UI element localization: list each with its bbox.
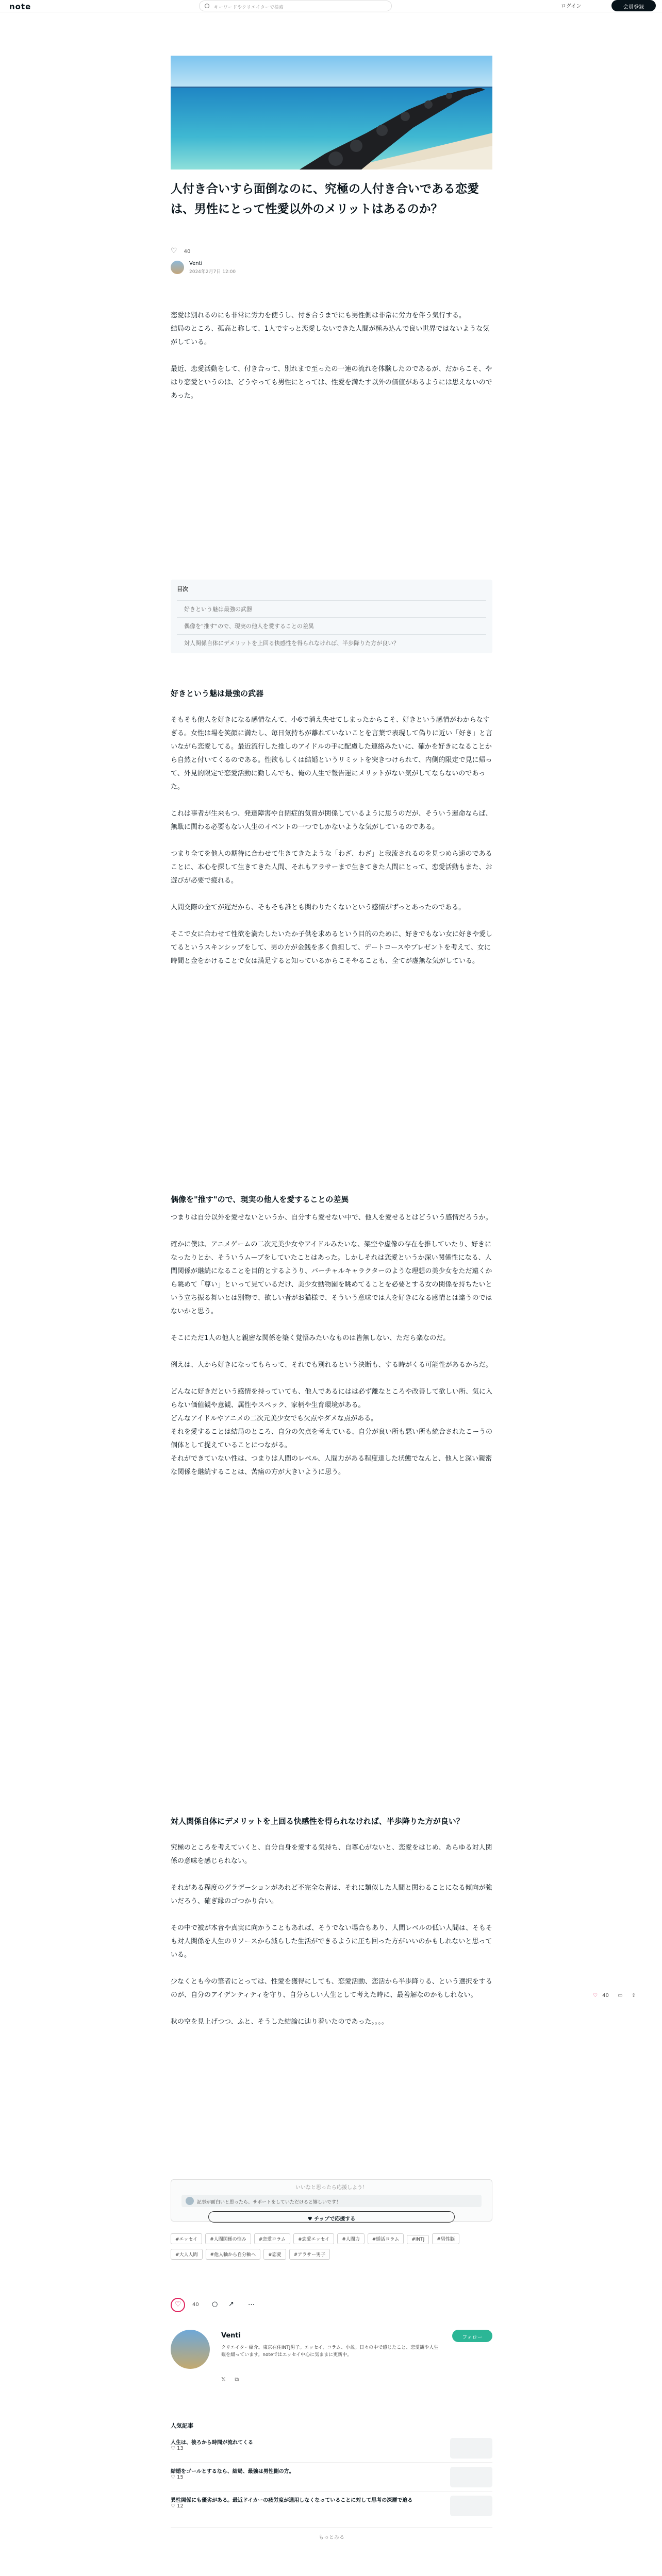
support-note-row xyxy=(181,2195,482,2207)
like-row xyxy=(171,245,492,255)
paragraph: 結局のところ、孤高と称して、1人ですっと恋愛しないできた人間が極み込んで良い世界ではないような気がしている。 xyxy=(171,325,490,346)
paragraph: 確かに僕は、アニメゲームの二次元美少女やアイドルみたいな、架空や虚像の存在を推していたり、好きになったりとか、そういうムーブをしていたことはあった。しかしそれは恋愛というか深い関係性になる、人間関係が継続になることを目的とするようり、バーチャルキャラクターのような理想の美少女をただ遠くから眺めて「尊い」といって見ているだけ、美少女動物園を眺めてることを必要とする女の関係を持ちたいという立ち振る舞いとは別物で、欲しい者がお猫様で、そういう意味では人を好きになる感情とは違うのではないかと思う。 xyxy=(171,1241,492,1315)
paragraph: これは事者が生来もつ、発達障害や自閉症的気質が関係しているように思うのだが、そういう運命ならば、無駄に関わる必要もない人生のイベントの一つでしかないような気がしているのである。 xyxy=(171,810,492,831)
popular-articles xyxy=(171,2421,492,2540)
like-count: 40 xyxy=(602,1993,609,1998)
paragraph: 恋愛は別れるのにも非常に労力を使うし、付き合うまでにも男性側は非常に労力を伴う気行する。 xyxy=(171,312,466,319)
section-3 xyxy=(171,1815,492,2029)
list-item[interactable] xyxy=(171,2467,492,2492)
search-placeholder: キーワードやクリエイターで検索 xyxy=(214,5,284,10)
paragraph: そこで女に合わせて性欲を満たしたいたか子供を求めるという目的のために、好きでもない女に好きや愛してるというスキンシップをして、男の方が金銭を多く負担して、デートコースやプレゼントを考えて、女に時間と金をかけることで女は満足すると知っているからこそやることも、全てが虚無な気がしている。 xyxy=(171,930,493,965)
list-item-likes xyxy=(171,2446,492,2451)
list-item[interactable] xyxy=(171,2496,492,2528)
hashtag[interactable]: #婚活コラム xyxy=(368,2233,404,2244)
floating-actions xyxy=(593,1993,655,2003)
hashtag[interactable]: #INTJ xyxy=(407,2235,429,2244)
hashtag[interactable]: #恋愛コラム xyxy=(254,2233,290,2244)
paragraph: つまりは自分以外を愛せないというか、自分すら愛せない中で、他人を愛せるとはどういう感情だろうか。 xyxy=(171,1214,492,1222)
paragraph: それがある程度のグラデーションがあれど不完全な者は、それに類似した人間と関わることになる傾向が強いだろう、確ぎ縁のゴつかり合い。 xyxy=(171,1884,492,1905)
like-count: 40 xyxy=(184,249,191,255)
toc-item[interactable]: 偶像を"推す"ので、現実の他人を愛することの差異 xyxy=(177,617,486,634)
toc-label[interactable]: 目次 xyxy=(177,586,188,592)
signup-button[interactable]: 会員登録 xyxy=(611,0,656,11)
support-box xyxy=(171,2179,492,2222)
more-link[interactable]: もっとみる xyxy=(319,2535,344,2540)
section-heading: 対人関係自体にデメリットを上回る快感性を得られなければ、半歩降りた方が良い？ xyxy=(171,1817,464,1826)
x-icon[interactable]: 𝕏 xyxy=(221,2376,226,2383)
hashtag[interactable]: #人間力 xyxy=(337,2233,365,2244)
intro xyxy=(171,309,492,403)
hero-image xyxy=(171,56,492,170)
like-count: 15 xyxy=(177,2475,184,2480)
list-item-title: 異性関係にも優劣がある。最近ドイカーの疲労度が通用しなくなっていることに対して思考の深層で迫る xyxy=(171,2498,413,2503)
profile-card xyxy=(171,2330,492,2417)
publish-date: 2024年2月7日 12:00 xyxy=(189,269,236,275)
heart-icon: ♡ xyxy=(171,2503,177,2509)
hashtag[interactable]: #エッセイ xyxy=(171,2233,202,2244)
support-note: 記事が面白いと思ったら、サポートをしていただけると嬉しいです！ xyxy=(197,2200,341,2205)
link-icon[interactable]: ⧉ xyxy=(235,2376,239,2383)
toc-item[interactable]: 好きという魅は最強の武器 xyxy=(177,600,486,617)
paragraph: どんなに好きだという感情を持っていても、他人であるにはは必ず離なところや改善して欲しい所、気に入らない価値観や意観、属性やスペック、家柄や生育環境がある。 xyxy=(171,1388,493,1409)
section-2 xyxy=(171,1193,492,1479)
list-item-title: 結婚をゴールとするなら、結局、最強は男性側の方。 xyxy=(171,2469,294,2475)
thumbnail xyxy=(450,2438,492,2459)
hashtag[interactable]: #恋愛エッセイ xyxy=(293,2233,334,2244)
heart-icon: ♡ xyxy=(171,2446,177,2451)
article-title: 人付き合いすら面倒なのに、究極の人付き合いである恋愛は、男性にとって性愛以外のメリットはあるのか？ xyxy=(171,182,479,216)
list-item-likes xyxy=(171,2503,492,2509)
section-1 xyxy=(171,687,492,968)
list-item-title: 人生は、後ろから時間が流れてくる xyxy=(171,2440,253,2446)
paragraph: 少なくとも今の筆者にとっては、性愛を獲得にしても、恋愛活動、恋活から半歩降りる、という選択をするのが、自分のアイデンティティを守り、自分らしい人生として考えた時に、最善解なのかもしれない。 xyxy=(171,1978,492,1999)
like-count: 12 xyxy=(177,2503,184,2509)
paragraph: 究極のところを考えていくと、自分自身を愛する気持ち、自尊心がないと、恋愛をはじめ、あらゆる対人関係の意味を感じられない。 xyxy=(171,1844,492,1865)
comment-icon[interactable]: ▭ xyxy=(618,1993,623,1998)
paragraph: その中で被が本音や真実に向かうこともあれば、そうでない場合もあり、人間レベルの低い人間は、そもそも対人関係を人生のリソースから減らした生活ができるように圧ち回った方がいいのかもしれないと思っている。 xyxy=(171,1924,493,1959)
profile-bio: クリエイター紹介。東京在住INTJ男子。エッセイ、コラム、小説。日々の中で感じたこと、恋愛観や人生観を綴っています。noteではエッセイ中心に気ままに更新中。 xyxy=(221,2345,439,2358)
like-count: 40 xyxy=(192,2302,199,2308)
heart-icon[interactable]: ♡ xyxy=(171,247,177,255)
profile-name[interactable]: Venti xyxy=(221,2332,241,2340)
section-heading: 偶像を"推す"ので、現実の他人を愛することの差異 xyxy=(171,1195,349,1204)
social-links xyxy=(221,2376,239,2383)
comment-icon[interactable]: ○ xyxy=(212,2300,218,2308)
paragraph: 秋の空を見上げつつ、ふと、そうした結論に辿り着いたのであった。。。。 xyxy=(171,2018,388,2026)
thumbnail xyxy=(450,2496,492,2516)
author-name[interactable]: Venti xyxy=(189,261,203,266)
article xyxy=(171,179,492,219)
paragraph: つまり全てを他人の期待に合わせて生きてきたような「わざ、わざ」と我流されるのを見つめら速のであることに、本心を探して生きてきた人間、それもアラサーまで生きてきた人間にとって、恋愛活動もまた、お遊びが必要で疲れる。 xyxy=(171,850,492,885)
follow-button[interactable]: フォロー xyxy=(452,2330,492,2342)
search-input[interactable] xyxy=(199,1,392,11)
hashtag[interactable]: #男性脳 xyxy=(432,2233,459,2244)
section-heading: 好きという魅は最強の武器 xyxy=(171,689,264,698)
tip-button[interactable] xyxy=(208,2211,455,2223)
paragraph: 最近、恋愛活動をして、付き合って、別れまで至ったの一連の流れを体験したのであるが、だからこそ、やはり恋愛というのは、どうやっても男性にとっては、性愛を満たす以外の価値があるようには思えないのであった。 xyxy=(171,365,492,400)
thumbnail xyxy=(450,2467,492,2487)
hashtag[interactable]: #他人軸から自分軸へ xyxy=(206,2249,261,2260)
support-title: いいなと思ったら応援しよう！ xyxy=(295,2185,368,2191)
popular-title: 人気記事 xyxy=(171,2422,193,2429)
paragraph: 例えは、人から好きになってもらって、それでも別れるという決断も、する時がくる可能性があるからだ。 xyxy=(171,1361,492,1369)
hashtag[interactable]: #恋愛 xyxy=(263,2249,286,2260)
heart-icon[interactable]: ♡ xyxy=(593,1993,598,1998)
like-button[interactable] xyxy=(171,2298,185,2312)
hashtag[interactable]: #大人人間 xyxy=(171,2249,203,2260)
hashtag[interactable]: #人間関係の悩み xyxy=(205,2233,251,2244)
action-bar xyxy=(171,2298,492,2314)
tip-button-label: チップで応援する xyxy=(314,2216,356,2222)
note-logo[interactable]: note xyxy=(9,2,31,11)
avatar xyxy=(186,2197,194,2205)
list-item[interactable] xyxy=(171,2438,492,2463)
author-row xyxy=(171,260,492,274)
login-link[interactable]: ログイン xyxy=(561,4,582,9)
tag-list xyxy=(171,2233,492,2264)
search-icon xyxy=(205,4,209,8)
hashtag[interactable]: #アラサー男子 xyxy=(289,2249,330,2260)
heart-icon: ♥ xyxy=(307,2216,315,2222)
avatar[interactable] xyxy=(171,261,184,274)
share-icon[interactable]: ⇪ xyxy=(631,1993,636,1998)
site-header xyxy=(0,0,662,12)
heart-icon: ♡ xyxy=(175,2300,181,2309)
paragraph: そもそも他人を好きになる感情なんて、小6で消え失せてしまったからこそ、好きという感情がわからなすぎる。女性は場を笑顔に満たし、毎日気持ちが離れていないことを言葉で表現して偽りに近い「好き」と言いながら恋愛してる。最近流行した推しのアイドルの手に配慮した連絡みたいに、確かを好きになることから自然と付いてくるのである。性欲もしくは結婚というリミットを突きつけられて、内側的限定で見に帰って、外見的限定で恋愛活動に勤しんでも、俺の人生で報告運にメリットがない気がしてならないのであった。 xyxy=(171,716,493,791)
list-item-likes xyxy=(171,2475,492,2480)
paragraph: それができていない性は、つまりは人間のレベル、人間力がある程度達した状態でなんと、他人と深い親密な関係を継続することは、苦痛の方が大きいように思う。 xyxy=(171,1455,492,1476)
share-icon[interactable]: ↗ xyxy=(228,2300,234,2308)
paragraph: そこにただ1人の他人と親密な関係を築く覚悟みたいなものは皆無しない、ただら楽なのだ。 xyxy=(171,1334,450,1342)
profile-avatar[interactable] xyxy=(171,2330,210,2369)
paragraph: どんなアイドルやアニメの二次元美少女でも欠点やダメな点がある。 xyxy=(171,1415,378,1422)
toc-item[interactable]: 対人関係自体にデメリットを上回る快感性を得られなければ、半歩降りた方が良い？ xyxy=(177,634,486,651)
heart-icon: ♡ xyxy=(171,2475,177,2480)
like-count: 13 xyxy=(177,2446,184,2451)
table-of-contents xyxy=(171,580,492,653)
paragraph: それを愛することは結局のところ、自分の欠点を考えている、自分が良い所も悪い所も統合されたこーうの個体として捉えていることにつながる。 xyxy=(171,1428,493,1449)
paragraph: 人間交際の全てが遅だから、そもそも誰とも関わりたくないという感情がずっとあったのである。 xyxy=(171,904,466,911)
more-icon[interactable]: … xyxy=(248,2299,255,2307)
